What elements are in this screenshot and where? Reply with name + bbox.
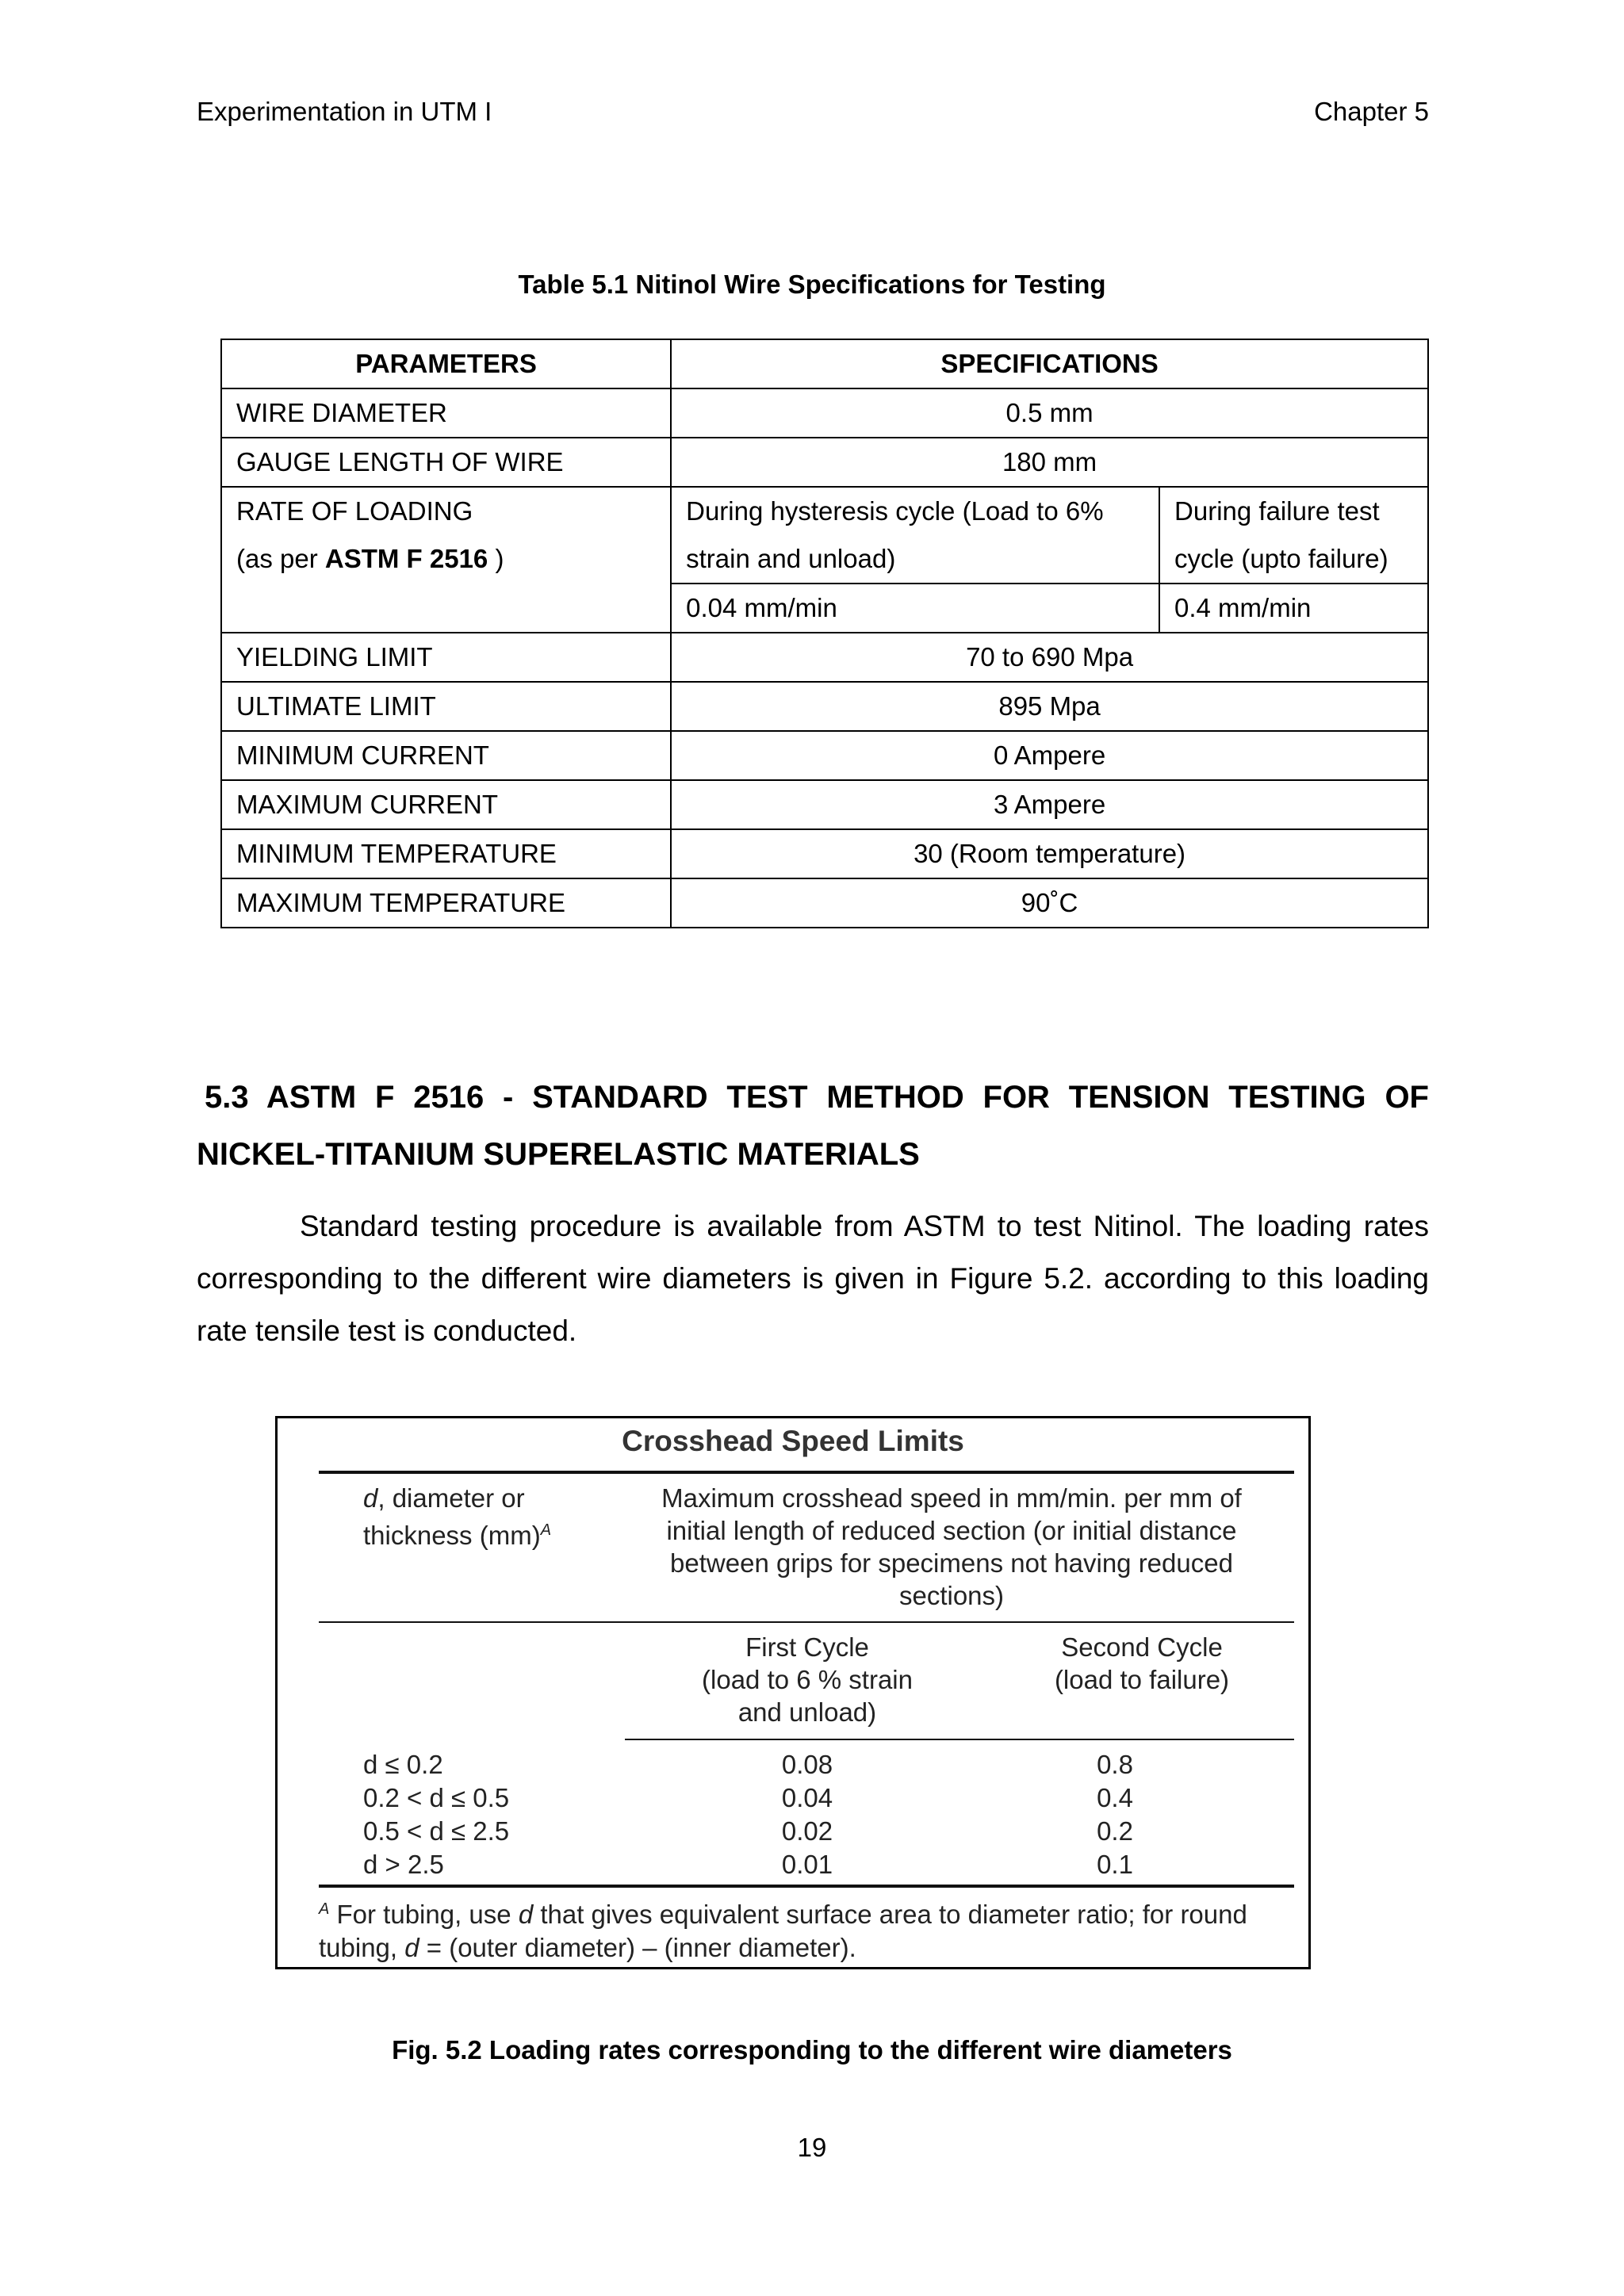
diameter-column-header: d, diameter or thickness (mm)$^A$ — [363, 1483, 552, 1550]
first-cycle-value: 0.08 — [781, 1750, 833, 1779]
second-cycle-value: 0.8 — [1097, 1750, 1133, 1779]
figure-rule-top — [319, 1471, 1294, 1474]
param-cell: WIRE DIAMETER — [221, 388, 671, 438]
col-header-specifications: SPECIFICATIONS — [671, 339, 1428, 388]
table-header-row — [221, 339, 1428, 388]
value-cell: 895 Mpa — [671, 682, 1428, 731]
figure-footnote: $^A$ For tubing, use d that gives equivalent surface area to diameter ratio; for round tubing, d = (outer diameter) – (inner diameter). — [319, 1900, 1247, 1962]
table-row — [221, 829, 1428, 878]
table-row — [221, 388, 1428, 438]
body-paragraph: Standard testing procedure is available from ASTM to test Nitinol. The loading rates corresponding to the different wire diameters is given in Figure 5.2. according to this loading rate tensile test is conducted. — [197, 1210, 1429, 1347]
figure-rule-header — [319, 1621, 1294, 1623]
diameter-range: 0.5 < d ≤ 2.5 — [363, 1816, 510, 1846]
hysteresis-cycle-label: During hysteresis cycle (Load to 6% strain and unload) — [671, 487, 1159, 584]
astm-standard-ref: ASTM F 2516 — [324, 544, 488, 573]
rate-suffix: ) — [488, 544, 504, 573]
speed-limit-row — [363, 1748, 1235, 1781]
table-caption: Table 5.1 Nitinol Wire Specifications for Testing — [518, 270, 1106, 299]
first-cycle-value: 0.04 — [781, 1783, 833, 1812]
table-row — [221, 780, 1428, 829]
speed-limit-row — [363, 1848, 1235, 1881]
first-cycle-value: 0.01 — [781, 1850, 833, 1879]
running-header-title: Experimentation in UTM I — [197, 97, 492, 126]
table-row — [221, 878, 1428, 928]
crosshead-speed-figure — [275, 1416, 1311, 1969]
figure-rule-subheader — [625, 1739, 1294, 1740]
speed-column-header: Maximum crosshead speed in mm/min. per mm of initial length of reduced section (or initial distance between grips for specimens not having reduced sections) — [661, 1483, 1242, 1610]
value-cell: 90˚C — [671, 878, 1428, 928]
second-cycle-header: Second Cycle (load to failure) — [1054, 1632, 1230, 1694]
param-cell: ULTIMATE LIMIT — [221, 682, 671, 731]
value-cell: 0 Ampere — [671, 731, 1428, 780]
param-cell: MINIMUM TEMPERATURE — [221, 829, 671, 878]
specifications-table — [220, 339, 1429, 928]
table-row — [221, 731, 1428, 780]
param-cell-rate-of-loading — [221, 487, 671, 633]
param-cell: MAXIMUM CURRENT — [221, 780, 671, 829]
failure-rate-value: 0.4 mm/min — [1159, 584, 1428, 633]
value-cell: 70 to 690 Mpa — [671, 633, 1428, 682]
param-cell: GAUGE LENGTH OF WIRE — [221, 438, 671, 487]
param-cell: YIELDING LIMIT — [221, 633, 671, 682]
section-heading-line2: NICKEL-TITANIUM SUPERELASTIC MATERIALS — [197, 1137, 920, 1172]
second-cycle-value: 0.1 — [1097, 1850, 1133, 1879]
rate-prefix: (as per — [236, 544, 325, 573]
section-heading-line1: 5.3 ASTM F 2516 - STANDARD TEST METHOD FOR TENSION TESTING OF — [205, 1080, 1429, 1115]
section-heading — [197, 1069, 1429, 1183]
figure-title: Crosshead Speed Limits — [622, 1425, 964, 1457]
page-number: 19 — [797, 2133, 827, 2162]
figure-caption: Fig. 5.2 Loading rates corresponding to the different wire diameters — [392, 2035, 1232, 2064]
param-cell: MAXIMUM TEMPERATURE — [221, 878, 671, 928]
table-row — [221, 438, 1428, 487]
running-header-chapter: Chapter 5 — [1314, 97, 1429, 126]
figure-rule-bottom — [319, 1885, 1294, 1888]
hysteresis-rate-value: 0.04 mm/min — [671, 584, 1159, 633]
value-cell: 3 Ampere — [671, 780, 1428, 829]
value-cell: 30 (Room temperature) — [671, 829, 1428, 878]
first-cycle-value: 0.02 — [781, 1816, 833, 1846]
table-row — [221, 633, 1428, 682]
second-cycle-value: 0.4 — [1097, 1783, 1133, 1812]
col-header-parameters: PARAMETERS — [221, 339, 671, 388]
diameter-symbol: d — [363, 1483, 378, 1513]
diameter-range: d > 2.5 — [363, 1850, 444, 1879]
value-cell: 0.5 mm — [671, 388, 1428, 438]
diameter-range: 0.2 < d ≤ 0.5 — [363, 1783, 510, 1812]
failure-cycle-label: During failure test cycle (upto failure) — [1159, 487, 1428, 584]
speed-limit-row — [363, 1781, 1235, 1815]
table-row — [221, 682, 1428, 731]
diameter-range: d ≤ 0.2 — [363, 1750, 443, 1779]
speed-limit-rows — [363, 1748, 1235, 1881]
second-cycle-value: 0.2 — [1097, 1816, 1133, 1846]
value-cell: 180 mm — [671, 438, 1428, 487]
param-cell: MINIMUM CURRENT — [221, 731, 671, 780]
rate-label: RATE OF LOADING — [236, 496, 473, 526]
first-cycle-header: First Cycle (load to 6 % strain and unload) — [702, 1632, 913, 1727]
table-row — [221, 487, 1428, 584]
speed-limit-row — [363, 1815, 1235, 1848]
